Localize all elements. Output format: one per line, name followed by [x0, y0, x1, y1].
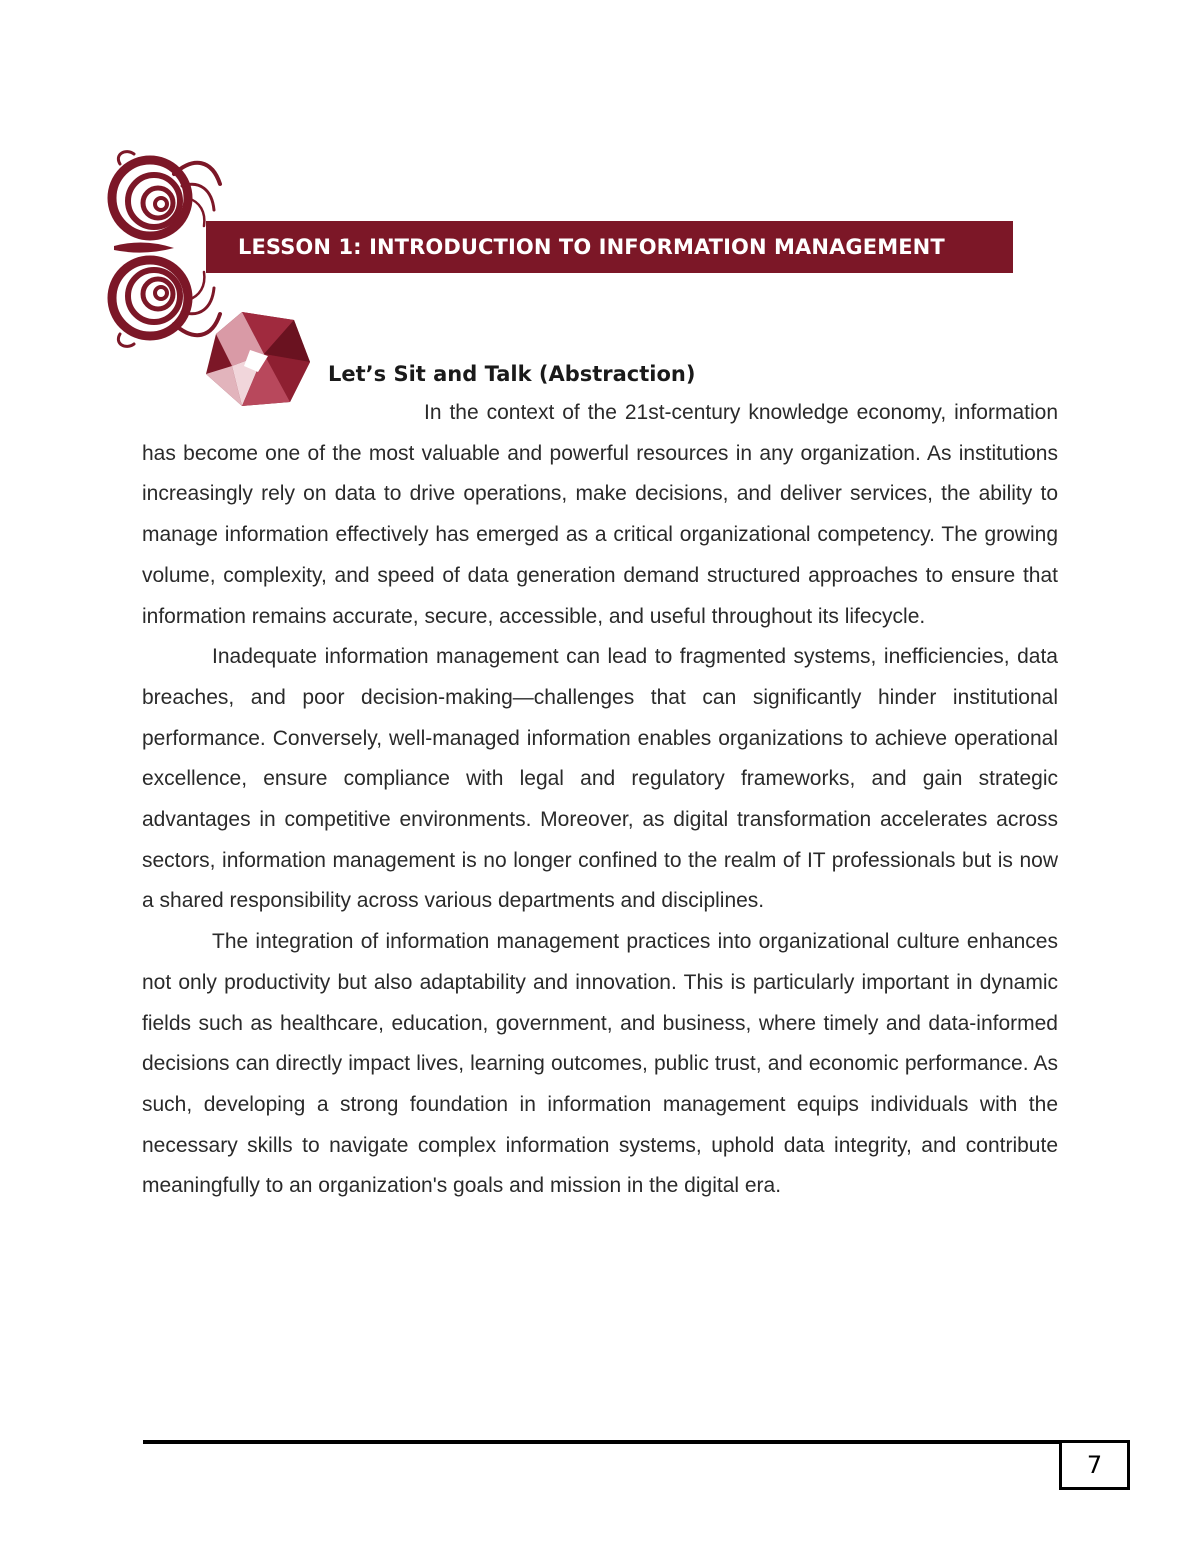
- page-number: 7: [1086, 1451, 1103, 1479]
- lesson-title: LESSON 1: INTRODUCTION TO INFORMATION MANAGEMENT: [238, 235, 945, 259]
- footer-rule: [143, 1440, 1059, 1444]
- paragraph: The integration of information management practices into organizational culture enhances not only productivity but also adaptability and innovation. This is particularly important in dynamic fields such as healthcare, education, government, and business, where timely and data-informed decisions can directly impact lives, learning outcomes, public trust, and economic performance. As such, developing a strong foundation in information management equips individuals with the necessary skills to navigate complex information systems, uphold data integrity, and contribute meaningfully to an organization's goals and mission in the digital era.: [142, 930, 1058, 1198]
- lesson-banner: [206, 221, 1013, 273]
- section-title: Let’s Sit and Talk (Abstraction): [328, 362, 696, 386]
- paragraph: Inadequate information management can lead to fragmented systems, inefficiencies, data breaches, and poor decision-making—challenges that can significantly hinder institutional performance. Conversely, well-managed information enables organizations to achieve operational excellence, ensure compliance with legal and regulatory frameworks, and gain strategic advantages in competitive environments. Moreover, as digital transformation accelerates across sectors, information management is no longer confined to the realm of IT professionals but is now a shared responsibility across various departments and disciplines.: [142, 645, 1058, 913]
- paragraph: In the context of the 21st-century knowledge economy, information has become one of the most valuable and powerful resources in any organization. As institutions increasingly rely on data to drive operations, make decisions, and deliver services, the ability to manage information effectively has emerged as a critical organizational competency. The growing volume, complexity, and speed of data generation demand structured approaches to ensure that information remains accurate, secure, accessible, and useful throughout its lifecycle.: [142, 401, 1058, 628]
- page-number-box: [1059, 1440, 1130, 1490]
- lesson-body: [142, 393, 1058, 1207]
